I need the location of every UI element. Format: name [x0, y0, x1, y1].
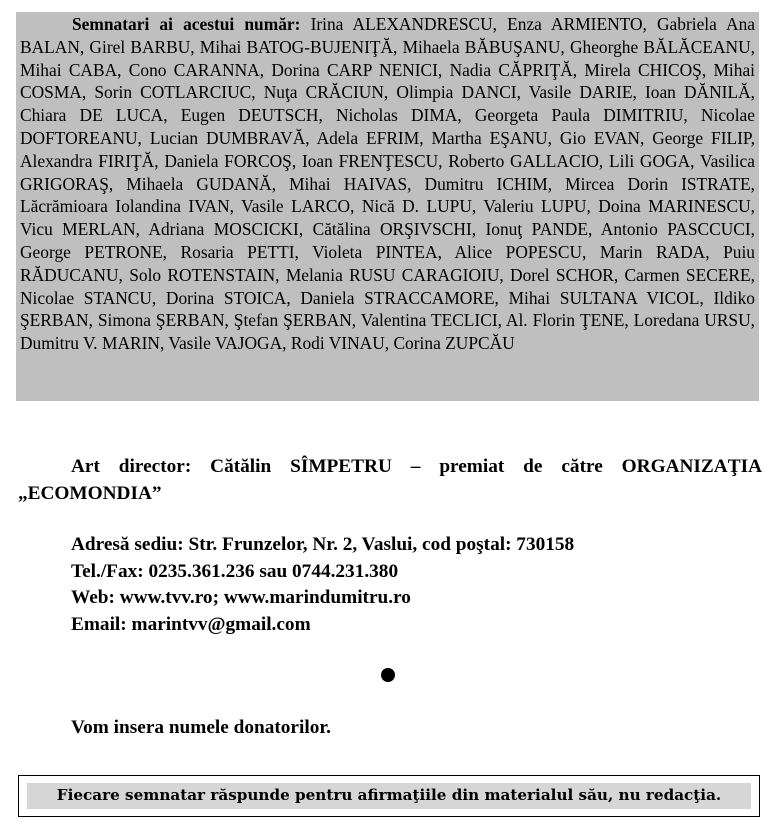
art-director-text: Art director: Cătălin SÎMPETRU – premiat de către ORGANIZAŢIA „ECOMONDIA”: [18, 456, 762, 504]
disclaimer-text: Fiecare semnatar răspunde pentru afirmaţiile din materialul său, nu redacţia.: [27, 783, 751, 809]
art-director-line: [18, 453, 762, 507]
address-line: Adresă sediu: Str. Frunzelor, Nr. 2, Vaslui, cod poştal: 730158: [71, 534, 575, 555]
email-line: Email: marintvv@gmail.com: [71, 613, 311, 635]
signers-names: Irina ALEXANDRESCU, Enza ARMIENTO, Gabriela Ana BALAN, Girel BARBU, Mihai BATOG-BUJENIŢĂ, Mihaela BĂBUŞANU, Gheorghe BĂLĂCEANU, Mihai CABA, Cono CARANNA, Dorina CARP NENICI, Nadia CĂPRIŢĂ, Mirela CHICOŞ, Mihai COSMA, Sorin COTLARCIUC, Nuţa CRĂCIUN, Olimpia DANCI, Vasile DARIE, Ioan DĂNILĂ, Chiara DE LUCA, Eugen DEUTSCH, Nicholas DIMA, Georgeta Paula DIMITRIU, Nicolae DOFTOREANU, Lucian DUMBRAVĂ, Adela EFRIM, Martha EŞANU, Gio EVAN, George FILIP, Alexandra FIRIŢĂ, Daniela FORCOŞ, Ioan FRENŢESCU, Roberto GALLACIO, Lili GOGA, Vasilica GRIGORAŞ, Mihaela GUDANĂ, Mihai HAIVAS, Dumitru ICHIM, Mircea Dorin ISTRATE, Lăcrămioara Iolandina IVAN, Vasile LARCO, Nică D. LUPU, Valeriu LUPU, Doina MARINESCU, Vicu MERLAN, Adriana MOSCICKI, Cătălina ORŞIVSCHI, Ionuţ PANDE, Antonio PASCCUCI, George PETRONE, Rosaria PETTI, Violeta PINTEA, Alice POPESCU, Marin RADA, Puiu RĂDUCANU, Solo ROTENSTAIN, Melania RUSU CARAGIOIU, Dorel SCHOR, Carmen SECERE, Nicolae STANCU, Dorina STOICA, Daniela STRACCAMORE, Mihai SULTANA VICOL, Ildiko ŞERBAN, Simona ŞERBAN, Ştefan ŞERBAN, Valentina TECLICI, Al. Florin ŢENE, Loredana URSU, Dumitru V. MARIN, Vasile VAJOGA, Rodi VINAU, Corina ZUPCĂU: [20, 14, 755, 354]
web-line: Web: www.tvv.ro; www.marindumitru.ro: [71, 587, 411, 608]
bullet-separator: [381, 668, 395, 682]
signers-box: [16, 12, 759, 401]
signers-heading: Semnatari ai acestui număr:: [72, 14, 301, 34]
donors-note: Vom insera numele donatorilor.: [71, 717, 331, 738]
phone-line: Tel./Fax: 0235.361.236 sau 0744.231.380: [71, 560, 399, 582]
contact-block: [71, 532, 574, 638]
disclaimer-box: [18, 775, 760, 817]
